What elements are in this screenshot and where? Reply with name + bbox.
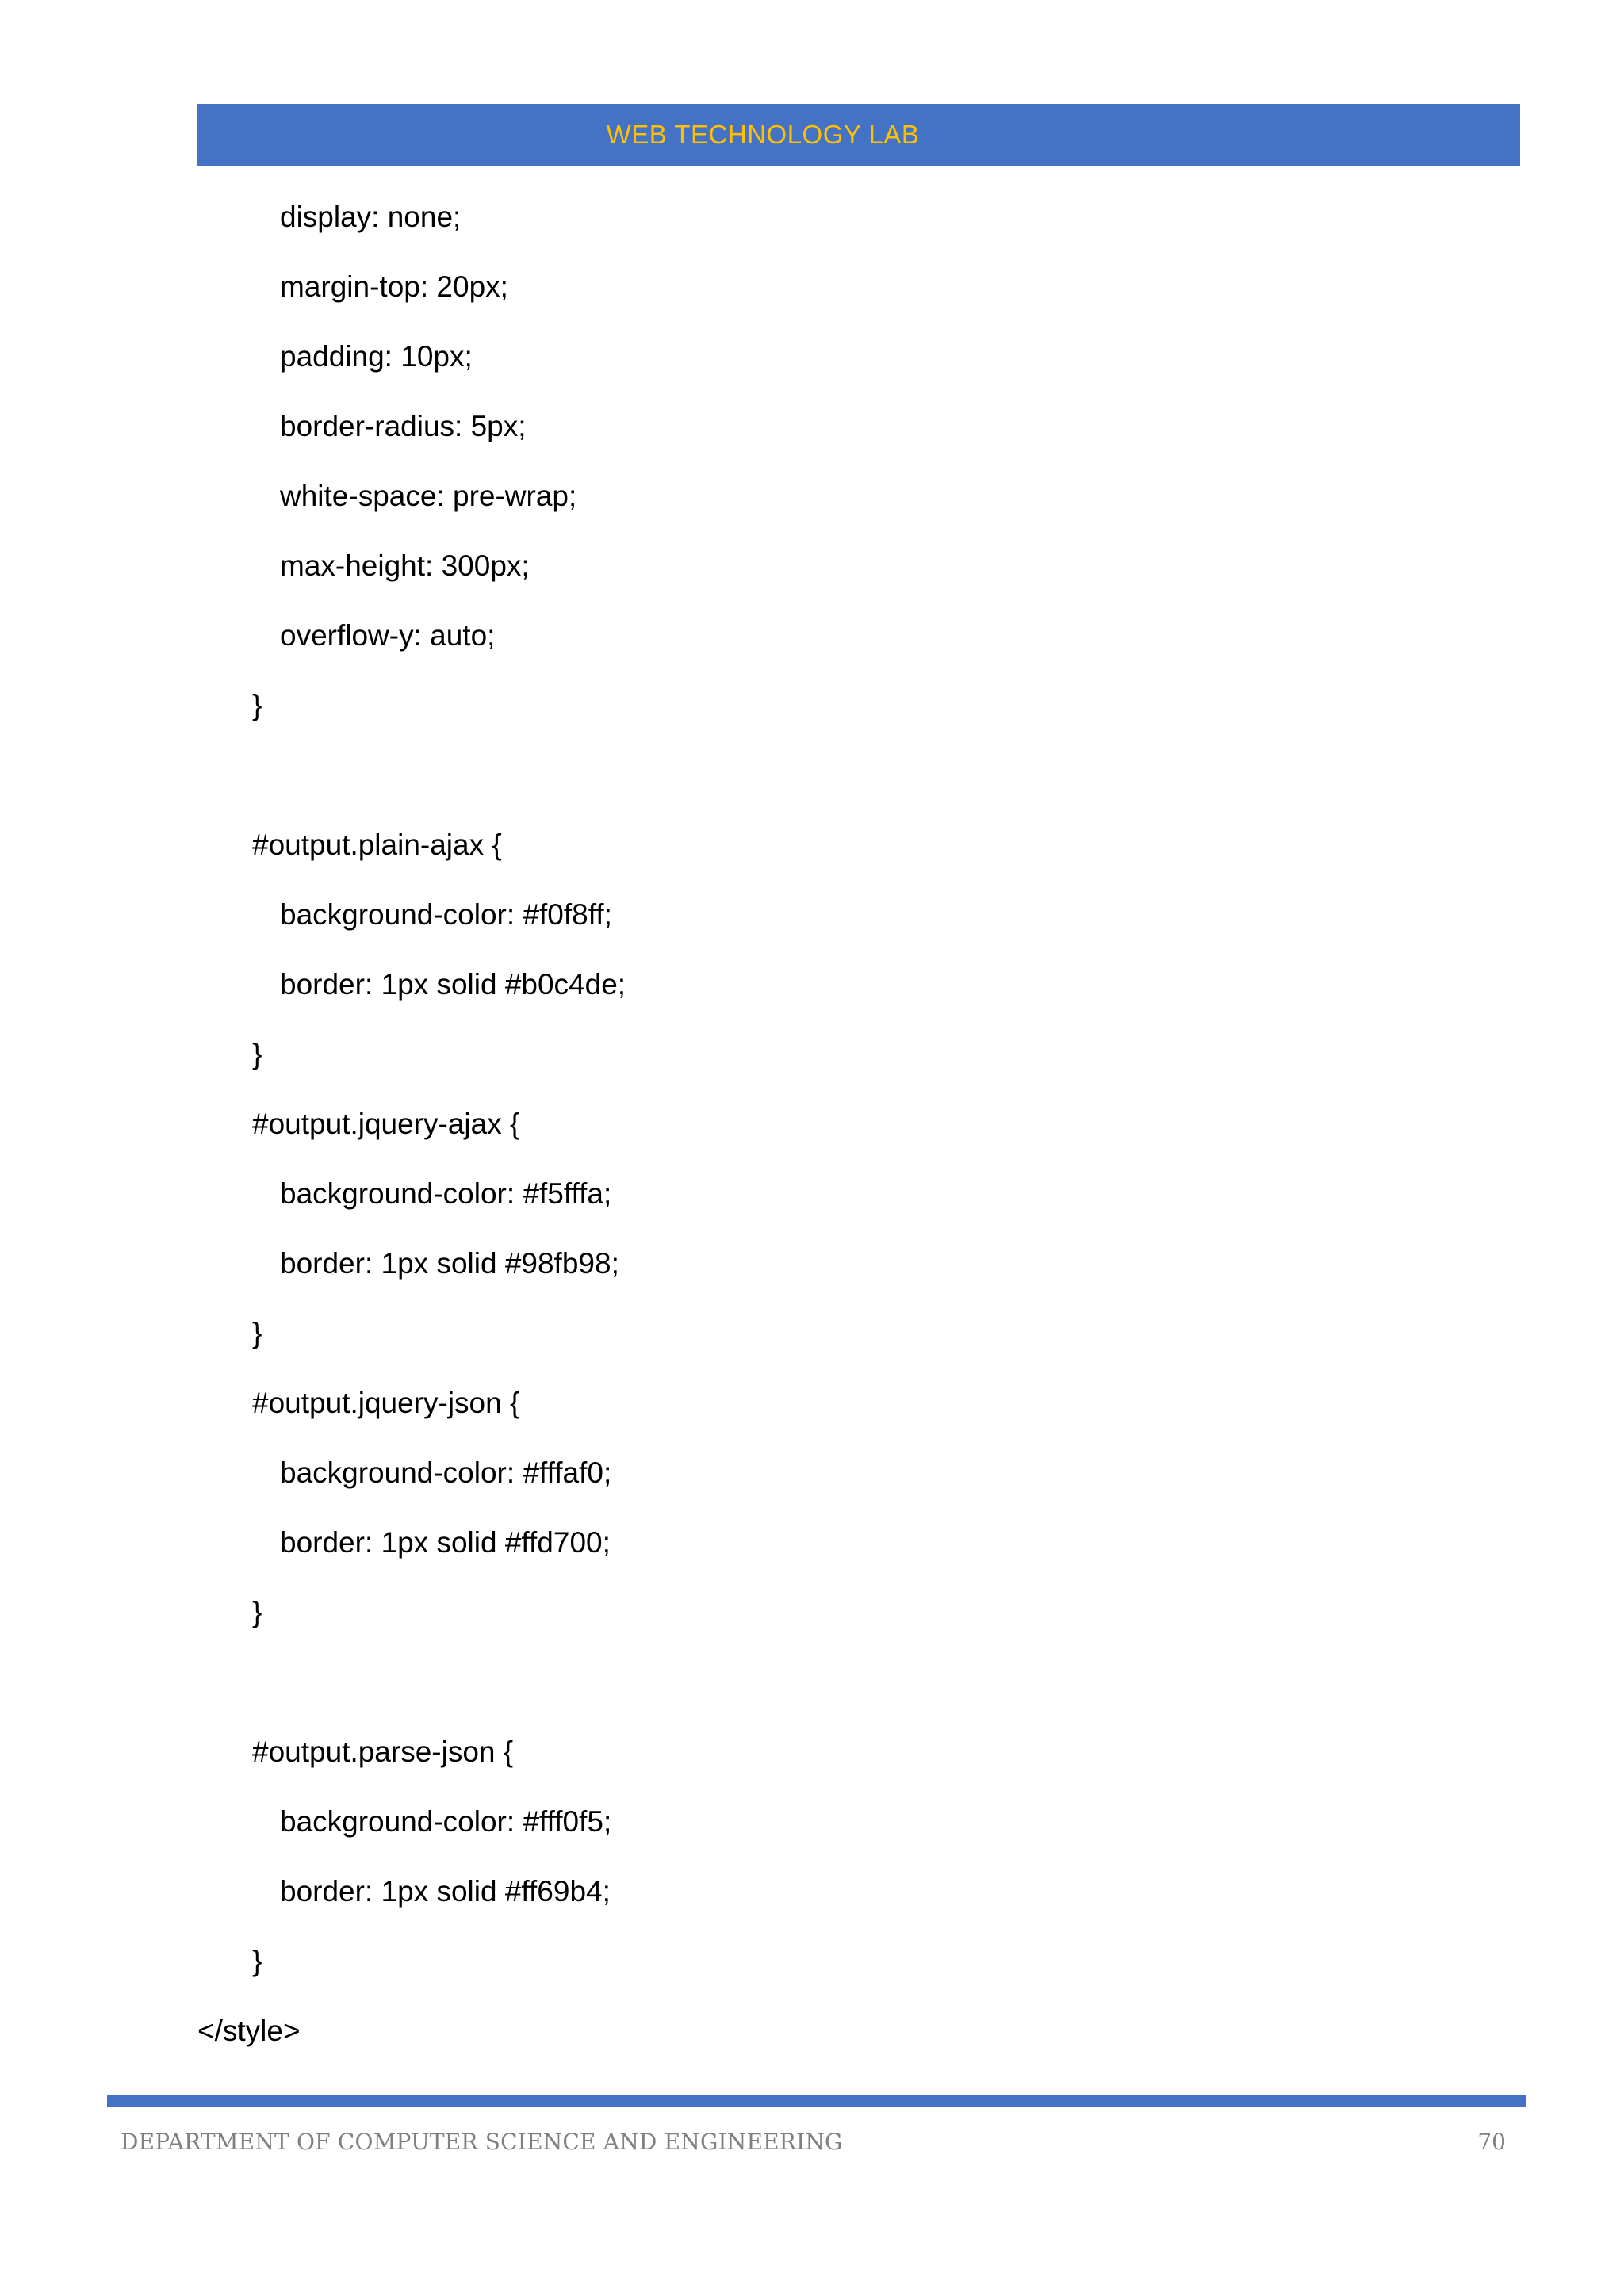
code-line: border-radius: 5px;: [280, 410, 527, 442]
footer-department: DEPARTMENT OF COMPUTER SCIENCE AND ENGINEERING: [121, 2129, 843, 2155]
code-line: #output.jquery-json {: [252, 1387, 520, 1419]
footer-rule: [107, 2095, 1526, 2107]
code-line: }: [252, 1945, 262, 1977]
code-line: #output.parse-json {: [252, 1735, 514, 1768]
code-line: max-height: 300px;: [280, 549, 530, 582]
page-number: 70: [1477, 2129, 1506, 2155]
code-line: margin-top: 20px;: [280, 270, 508, 303]
code-line: border: 1px solid #ffd700;: [280, 1526, 611, 1559]
code-line: </style>: [197, 2015, 301, 2047]
code-line: }: [252, 689, 262, 721]
code-line: background-color: #fffaf0;: [280, 1456, 612, 1489]
code-line: background-color: #f0f8ff;: [280, 898, 612, 931]
code-line: border: 1px solid #b0c4de;: [280, 968, 626, 1001]
code-line: border: 1px solid #ff69b4;: [280, 1875, 611, 1908]
code-line: white-space: pre-wrap;: [280, 480, 577, 512]
code-line: }: [252, 1596, 262, 1628]
code-line: display: none;: [280, 201, 462, 233]
code-line: #output.jquery-ajax {: [252, 1108, 520, 1140]
code-line: }: [252, 1038, 262, 1070]
code-line: #output.plain-ajax {: [252, 828, 502, 861]
code-line: padding: 10px;: [280, 340, 473, 373]
code-line: background-color: #fff0f5;: [280, 1805, 612, 1838]
code-line: background-color: #f5fffa;: [280, 1177, 612, 1210]
code-line: border: 1px solid #98fb98;: [280, 1247, 619, 1280]
code-line: overflow-y: auto;: [280, 619, 496, 652]
code-line: }: [252, 1317, 262, 1349]
page-header-title: WEB TECHNOLOGY LAB: [606, 120, 920, 149]
